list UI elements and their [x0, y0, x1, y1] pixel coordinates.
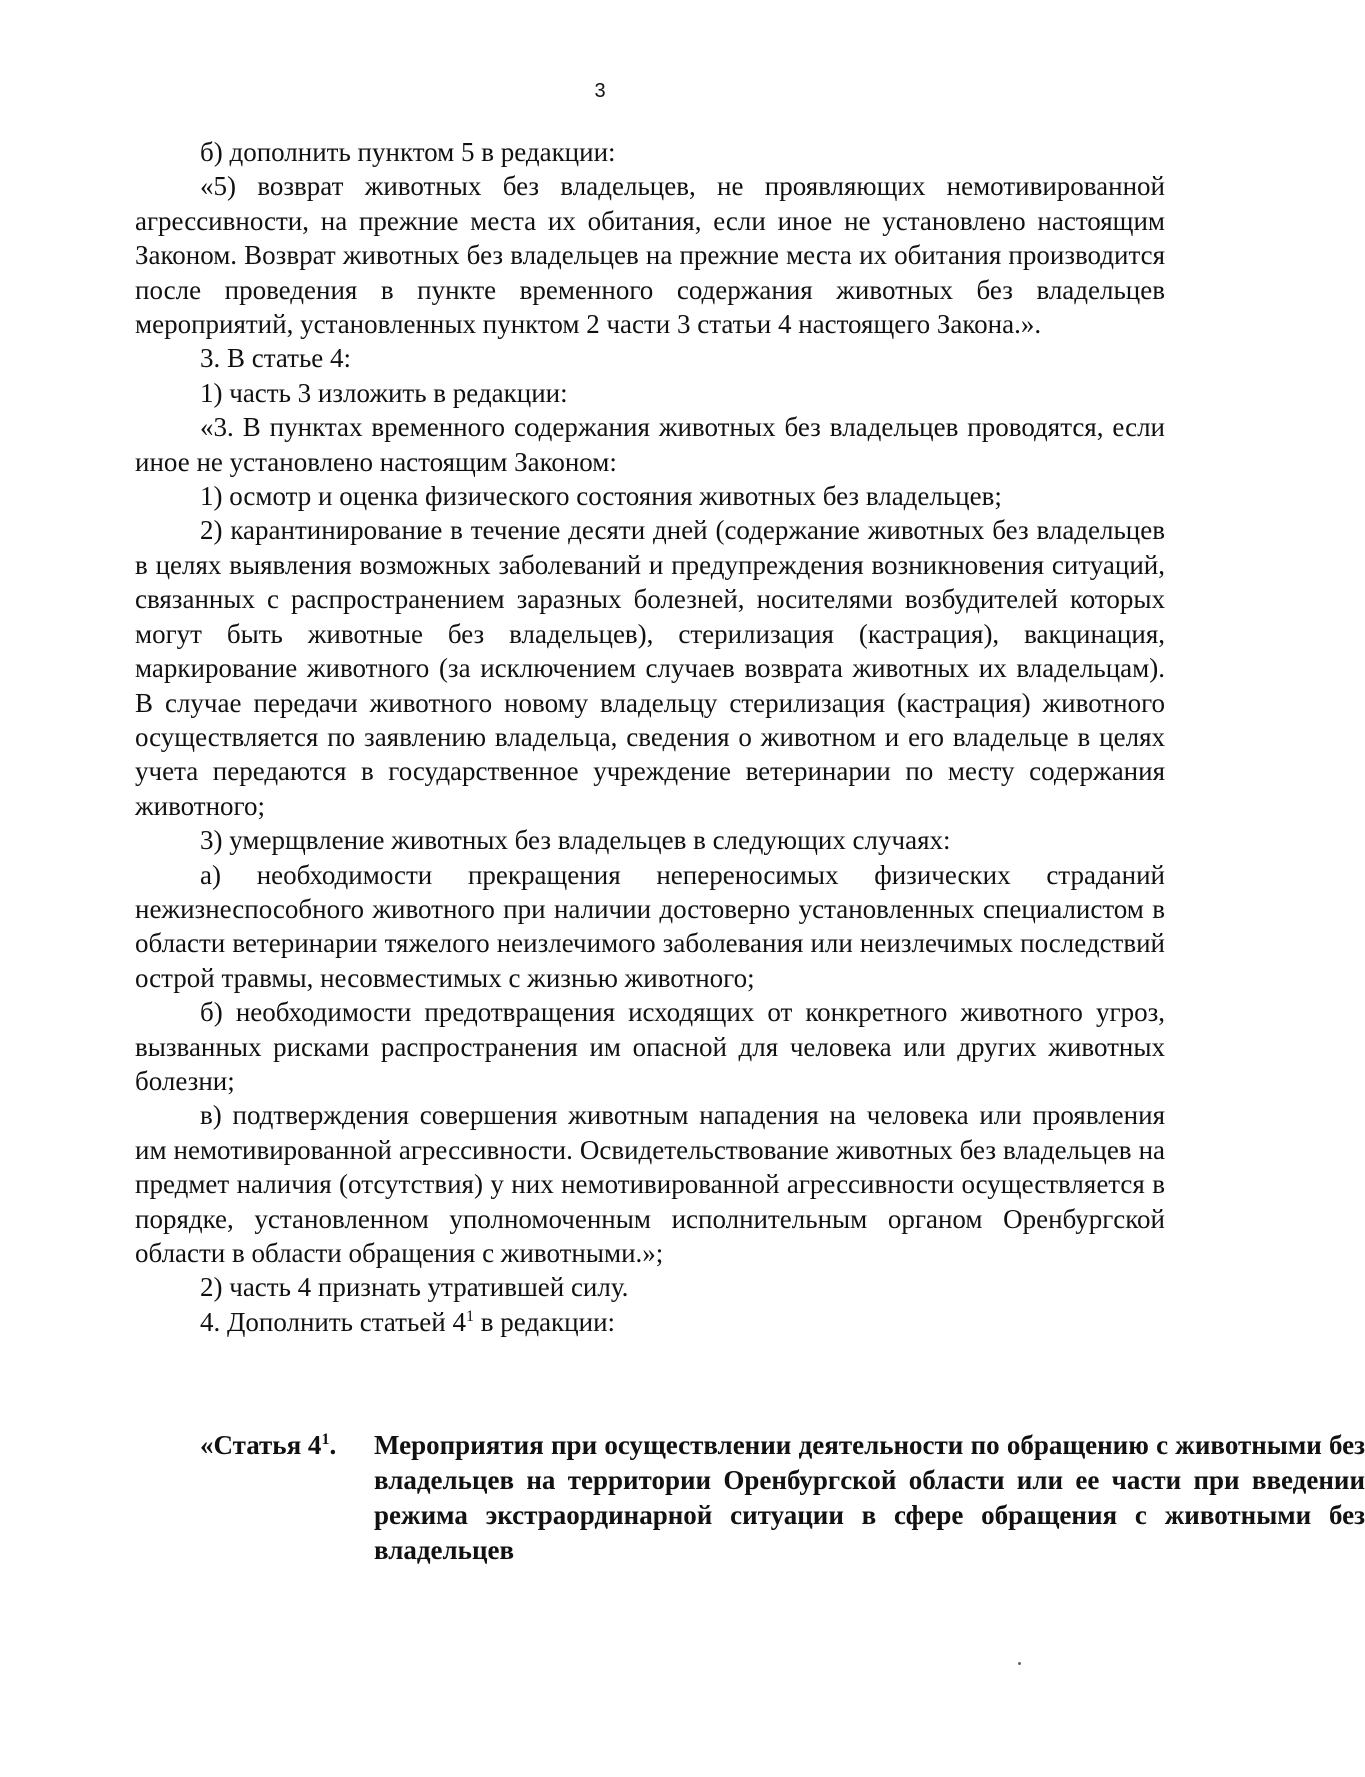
supplement-superscript: 1 [465, 1307, 474, 1325]
paragraph: «3. В пунктах временного содержания животных без владельцев проводятся, если иное не установлено настоящим Законом: [135, 412, 1165, 477]
article-title: Мероприятия при осуществлении деятельности по обращению с животными без владельцев на территории Оренбургской области или ее части при введении режима экстраординарной ситуации в сфере обращения с животными без владельцев [374, 1430, 1365, 1565]
paragraph: а) необходимости прекращения непереносимых физических страданий нежизнеспособного животного при наличии достоверно установленных специалистом в области ветеринарии тяжелого неизлечимого заболевания или неизлечимых последствий острой травмы, несовместимых с жизнью животного; [135, 859, 1165, 993]
paragraph: в) подтверждения совершения животным нападения на человека или проявления им немотивированной агрессивности. Освидетельствование животных без владельцев на предмет наличия (отсутствия) у них немотивированной агрессивности осуществляется в порядке, установленном уполномоченным исполнительным органом Оренбургской области в области обращения с животными.»; [135, 1100, 1165, 1268]
supplement-text-end: в редакции: [473, 1306, 616, 1337]
paragraph: б) необходимости предотвращения исходящих от конкретного животного угроз, вызванных рисками распространения им опасной для человека или других животных болезни; [135, 997, 1165, 1096]
paragraph: 3) умерщвление животных без владельцев в следующих случаях: [200, 825, 951, 856]
paragraph: б) дополнить пунктом 5 в редакции: [200, 137, 616, 167]
paragraph: 1) часть 3 изложить в редакции: [200, 377, 568, 408]
page-number: 3 [594, 80, 606, 102]
paragraph: 1) осмотр и оценка физического состояния животных без владельцев; [200, 481, 1002, 512]
supplement-paragraph [135, 1305, 1165, 1339]
article-label-text: «Статья 4 [200, 1430, 322, 1460]
paragraph: «5) возврат животных без владельцев, не проявляющих немотивированной агрессивности, на прежние места их обитания, если иное не установлено настоящим Законом. Возврат животных без владельцев на прежние места их обитания производится после проведения в пункте временного содержания животных без владельцев мероприятий, установленных пунктом 2 части 3 статьи 4 настоящего Закона.». [135, 171, 1165, 340]
paragraph: 3. В статье 4: [200, 343, 352, 374]
scan-speck [1018, 1662, 1021, 1665]
supplement-text: 4. Дополнить статьей 4 [200, 1306, 466, 1337]
paragraph: 2) карантинирование в течение десяти дней (содержание животных без владельцев в целях выявления возможных заболеваний и предупреждения возникновения ситуаций, связанных с распространением заразных болезней, носителями возбудителей которых могут быть животные без владельцев), стерилизация (кастрация), вакцинация, маркирование животного (за исключением случаев возврата животных их владельцам). В случае передачи животного новому владельцу стерилизация (кастрация) животного осуществляется по заявлению владельца, сведения о животном и его владельце в целях учета передаются в государственное учреждение ветеринарии по месту содержания животного; [135, 515, 1165, 821]
document-body [135, 135, 1165, 1339]
article-label-dot: . [329, 1430, 337, 1460]
article-label-superscript: 1 [321, 1431, 330, 1448]
article-label [200, 1428, 336, 1463]
paragraph: 2) часть 4 признать утратившей силу. [200, 1272, 629, 1303]
